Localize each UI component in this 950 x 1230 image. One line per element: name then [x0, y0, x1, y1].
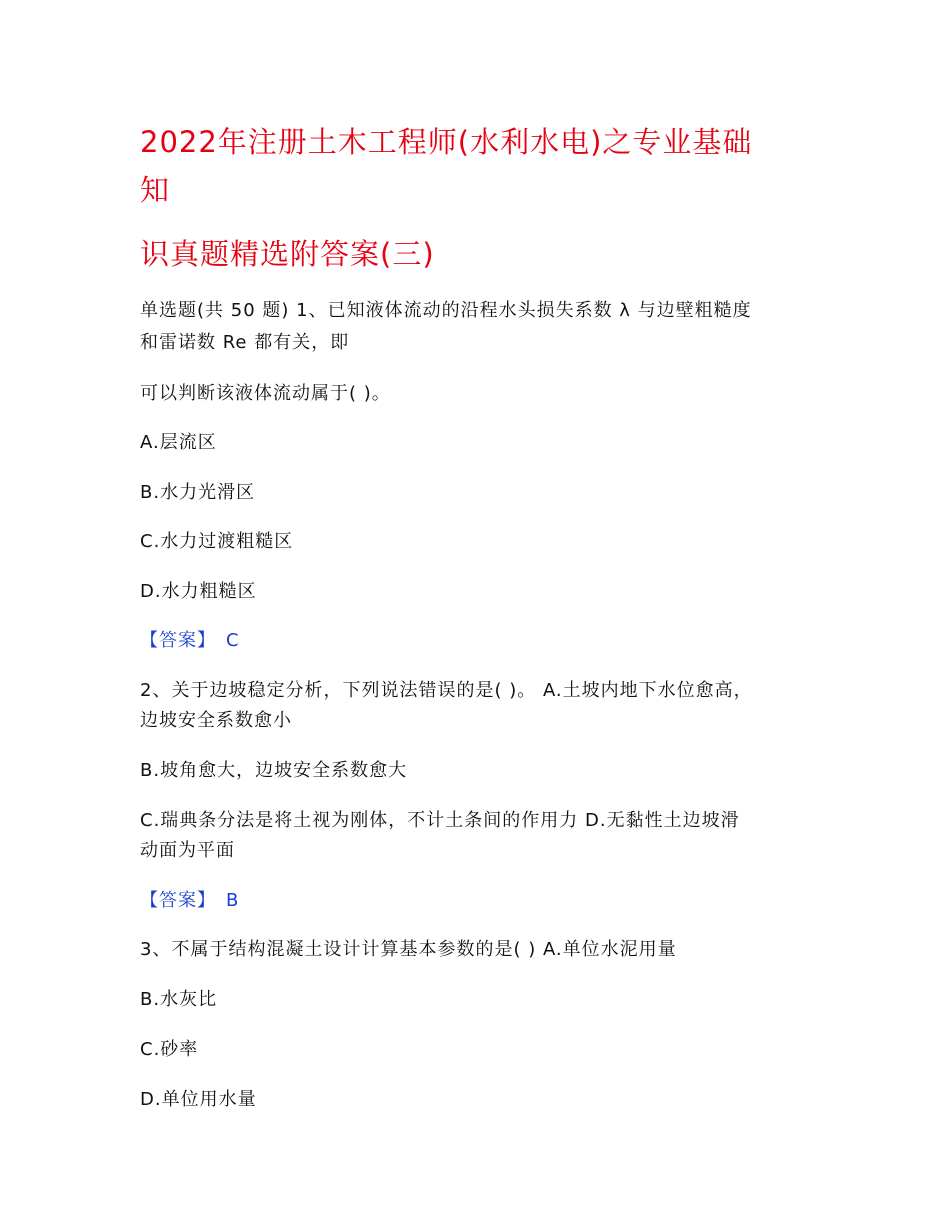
- question-1-line-3: 可以判断该液体流动属于( )。: [140, 383, 391, 404]
- question-2-line-2: 边坡安全系数愈小: [140, 710, 292, 731]
- question-2-line-4: C.瑞典条分法是将土视为刚体，不计土条间的作用力 D.无黏性土边坡滑: [140, 810, 740, 831]
- answer-label: 【答案】: [140, 630, 216, 651]
- question-1-line-1: 单选题(共 50 题) 1、已知液体流动的沿程水头损失系数 λ 与边壁粗糙度: [140, 300, 752, 321]
- question-3-line-1: 3、不属于结构混凝土设计计算基本参数的是( ) A.单位水泥用量: [140, 939, 677, 960]
- question-3-option-c: C.砂率: [140, 1039, 199, 1060]
- question-1-line-2: 和雷诺数 Re 都有关，即: [140, 332, 350, 353]
- answer-value: B: [226, 890, 240, 911]
- question-1-option-a: A.层流区: [140, 432, 217, 453]
- answer-label: 【答案】: [140, 890, 216, 911]
- question-1-option-c: C.水力过渡粗糙区: [140, 531, 294, 552]
- question-2-line-3: B.坡角愈大，边坡安全系数愈大: [140, 760, 408, 781]
- document-title-line-1: 2022年注册土木工程师(水利水电)之专业基础: [140, 125, 753, 159]
- question-1-option-d: D.水力粗糙区: [140, 581, 257, 602]
- question-1-answer: [140, 626, 240, 652]
- answer-value: C: [226, 630, 240, 651]
- question-3-option-d: D.单位用水量: [140, 1089, 257, 1110]
- question-2-answer: [140, 886, 239, 912]
- question-1-option-b: B.水力光滑区: [140, 482, 256, 503]
- question-2-line-1: 2、关于边坡稳定分析，下列说法错误的是( )。 A.土坡内地下水位愈高，: [140, 680, 753, 701]
- question-3-option-b: B.水灰比: [140, 989, 218, 1010]
- document-title-line-2: 知: [140, 173, 171, 207]
- document-title-line-3: 识真题精选附答案(三): [140, 237, 435, 271]
- question-2-line-5: 动面为平面: [140, 840, 235, 861]
